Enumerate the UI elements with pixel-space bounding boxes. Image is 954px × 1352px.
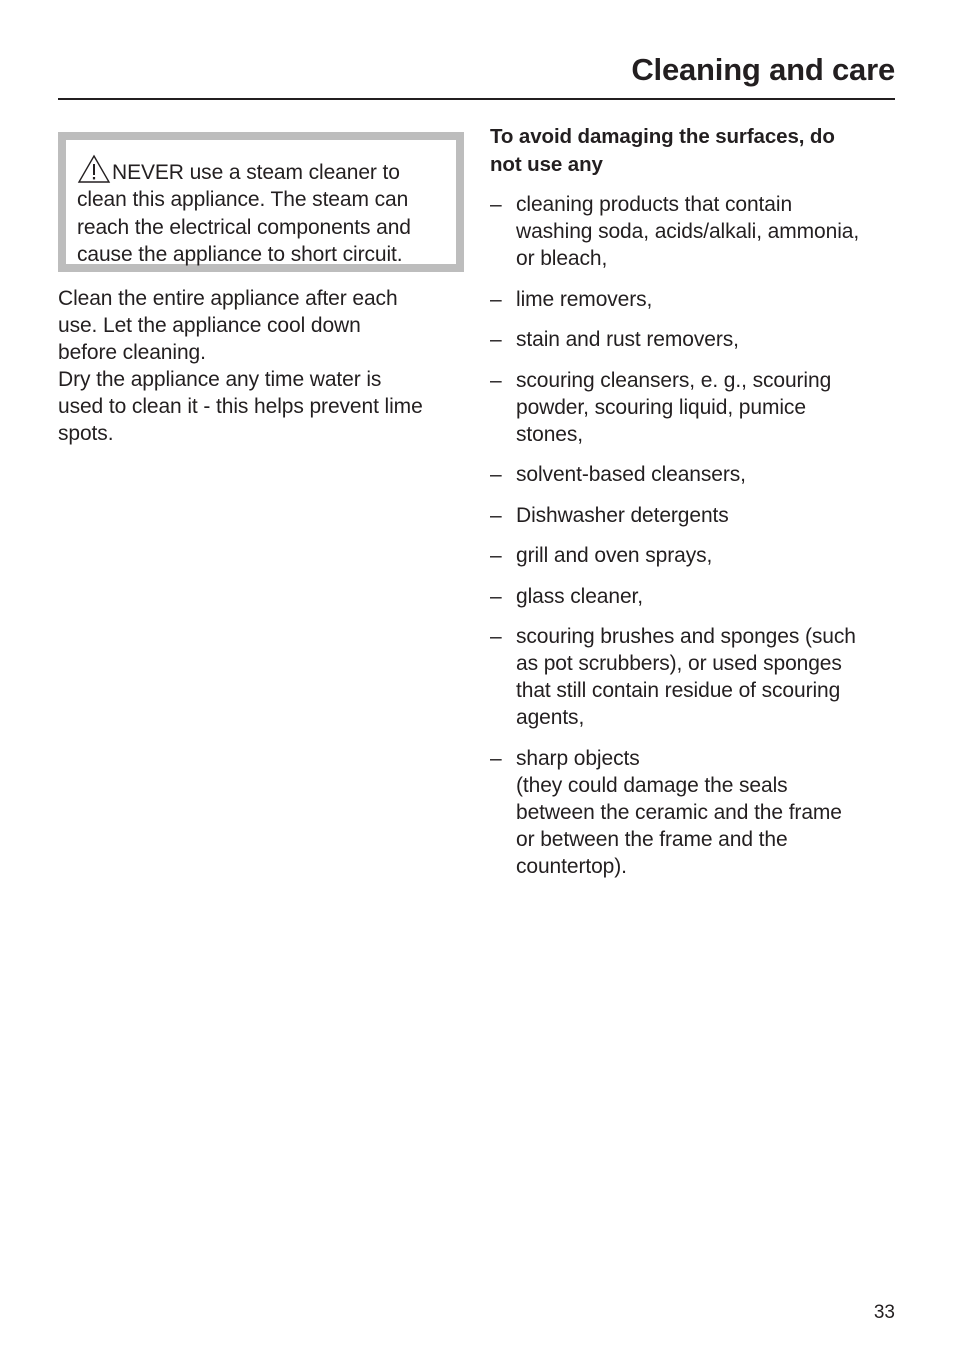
list-item: [490, 583, 910, 610]
instruction-paragraph: [58, 285, 478, 366]
avoid-section: [490, 123, 910, 893]
warning-line: NEVER use a steam cleaner to: [112, 161, 400, 184]
warning-box: [58, 132, 464, 272]
list-item: [490, 326, 910, 353]
list-item-line: agents,: [516, 706, 585, 729]
list-item-line: lime removers,: [516, 287, 653, 311]
list-dash: –: [490, 625, 502, 648]
warning-line: reach the electrical components and: [77, 215, 411, 239]
warning-line: cause the appliance to short circuit.: [77, 242, 403, 266]
list-item-line: cleaning products that contain: [516, 193, 793, 216]
list-item-line: between the ceramic and the frame: [516, 800, 842, 824]
list-item-line: (they could damage the seals: [516, 773, 788, 797]
instruction-line: use. Let the appliance cool down: [58, 314, 361, 337]
list-item: [490, 623, 910, 731]
list-item-line: or between the frame and the: [516, 827, 788, 851]
list-item: [490, 745, 910, 880]
list-item: [490, 286, 910, 313]
list-dash: –: [490, 503, 502, 527]
list-item-line: scouring brushes and sponges (such: [516, 625, 856, 648]
list-item-line: stain and rust removers,: [516, 328, 739, 351]
list-item-line: glass cleaner,: [516, 584, 644, 608]
warning-triangle-icon: [77, 154, 111, 184]
list-item: [490, 191, 910, 272]
list-dash: –: [490, 368, 502, 392]
list-item: [490, 461, 910, 488]
list-item: [490, 542, 910, 569]
instruction-paragraph: [58, 366, 478, 447]
warning-text: [66, 140, 456, 264]
list-item-line: sharp objects: [516, 746, 640, 770]
list-dash: –: [490, 463, 502, 486]
list-item-line: countertop).: [516, 854, 627, 878]
page-title: Cleaning and care: [631, 52, 895, 87]
warning-line: clean this appliance. The steam can: [77, 188, 409, 212]
list-item-line: scouring cleansers, e. g., scouring: [516, 368, 832, 392]
avoid-list: [490, 191, 910, 880]
list-item-line: solvent-based cleansers,: [516, 463, 746, 486]
cleaning-instructions: [58, 285, 478, 447]
instruction-line: Clean the entire appliance after each: [58, 287, 398, 310]
list-item-line: Dishwasher detergents: [516, 503, 729, 527]
list-dash: –: [490, 746, 502, 770]
list-item-line: stones,: [516, 422, 584, 446]
heading-line: not use any: [490, 153, 603, 176]
list-dash: –: [490, 193, 502, 216]
list-item: [490, 502, 910, 529]
list-item-line: washing soda, acids/alkali, ammonia,: [516, 220, 860, 243]
list-item-line: as pot scrubbers), or used sponges: [516, 652, 842, 675]
instruction-line: before cleaning.: [58, 341, 206, 364]
list-dash: –: [490, 544, 502, 567]
list-dash: –: [490, 584, 502, 608]
page-number: 33: [873, 1302, 895, 1323]
list-item-line: or bleach,: [516, 247, 608, 270]
list-item-line: that still contain residue of scouring: [516, 679, 841, 702]
instruction-line: spots.: [58, 422, 114, 445]
list-dash: –: [490, 287, 502, 311]
title-divider: [58, 98, 895, 100]
heading-line: To avoid damaging the surfaces, do: [490, 125, 835, 148]
list-item: [490, 367, 910, 448]
instruction-line: Dry the appliance any time water is: [58, 368, 382, 391]
list-item-line: powder, scouring liquid, pumice: [516, 395, 806, 419]
list-item-line: grill and oven sprays,: [516, 544, 713, 567]
instruction-line: used to clean it - this helps prevent lime: [58, 395, 423, 418]
list-dash: –: [490, 328, 502, 351]
avoid-heading: [490, 123, 910, 179]
